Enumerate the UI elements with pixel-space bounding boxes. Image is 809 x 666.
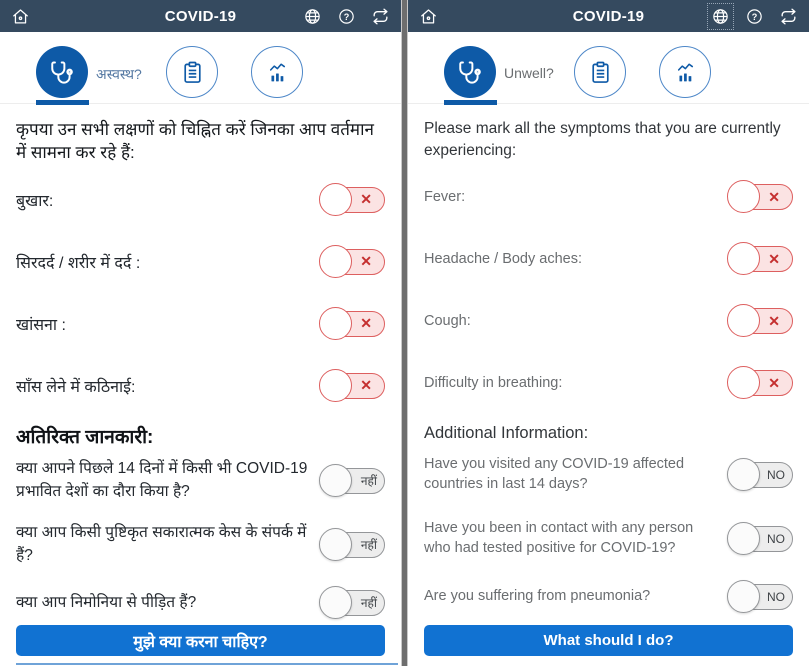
home-icon[interactable] (419, 7, 438, 26)
pneumonia-toggle[interactable] (319, 586, 385, 620)
tab-bar (408, 32, 809, 104)
toggle-x-mark: ✕ (768, 312, 780, 329)
clipboard-icon (588, 60, 613, 85)
symptom-label: साँस लेने में कठिनाई: (16, 378, 136, 396)
toggle-no-label: NO (767, 532, 785, 546)
toggle-knob (727, 522, 760, 555)
toggle-knob (727, 366, 760, 399)
contact-toggle[interactable] (727, 522, 793, 556)
tab-bar (0, 32, 401, 104)
headache-toggle[interactable] (319, 245, 385, 279)
toggle-knob (319, 464, 352, 497)
help-icon[interactable] (337, 7, 356, 26)
symptom-row-fever (16, 169, 385, 231)
toggle-x-mark: ✕ (360, 377, 372, 394)
toggle-x-mark: ✕ (768, 374, 780, 391)
question-row-contact (424, 507, 793, 571)
toggle-x-mark: ✕ (768, 250, 780, 267)
question-label: Have you visited any COVID-19 affected countries in last 14 days? (424, 456, 685, 492)
toggle-knob (319, 245, 352, 278)
toggle-no-label: नहीं (360, 474, 377, 489)
stethoscope-icon (49, 59, 75, 85)
toggle-knob (319, 307, 352, 340)
symptom-row-fever (424, 166, 793, 228)
symptom-label: Difficulty in breathing: (424, 375, 563, 391)
toggle-x-mark: ✕ (768, 188, 780, 205)
question-label: Have you been in contact with any person who had tested positive for COVID-19? (424, 520, 694, 556)
toggle-knob (727, 304, 760, 337)
toggle-x-mark: ✕ (360, 191, 372, 208)
globe-language-icon[interactable] (303, 7, 322, 26)
toggle-knob (319, 528, 352, 561)
toggle-knob (319, 183, 352, 216)
contact-toggle[interactable] (319, 528, 385, 562)
help-icon[interactable] (745, 7, 764, 26)
symptom-label: Cough: (424, 313, 471, 329)
symptom-row-breathing (16, 355, 385, 417)
active-tab-underline (36, 100, 89, 105)
travel-toggle[interactable] (727, 458, 793, 492)
fever-toggle[interactable] (727, 180, 793, 214)
cough-toggle[interactable] (319, 307, 385, 341)
toggle-no-label: नहीं (360, 596, 377, 611)
breathing-toggle[interactable] (319, 369, 385, 403)
tab-unwell-label: अस्वस्थ? (96, 66, 142, 82)
question-row-contact (16, 513, 385, 577)
tab-unwell[interactable] (36, 46, 88, 98)
tab-checklist[interactable] (574, 46, 626, 98)
toggle-knob (727, 458, 760, 491)
what-should-i-do-button[interactable]: What should I do? (424, 625, 793, 656)
toggle-knob (727, 580, 760, 613)
stethoscope-icon (457, 59, 483, 85)
tab-statistics[interactable] (251, 46, 303, 98)
symptom-row-cough (424, 290, 793, 352)
question-row-travel (16, 449, 385, 513)
symptom-label: खांसना : (16, 316, 66, 334)
symptom-row-headache (424, 228, 793, 290)
additional-info-heading: Additional Information: (424, 424, 589, 442)
active-tab-underline (444, 100, 497, 105)
symptom-form (408, 118, 809, 623)
sync-icon[interactable] (371, 7, 390, 26)
panel-hindi (0, 0, 401, 666)
window-divider (401, 0, 408, 666)
question-label: क्या आपने पिछले 14 दिनों में किसी भी COVID-19 प्रभावित देशों का दौरा किया है? (16, 460, 308, 500)
fever-toggle[interactable] (319, 183, 385, 217)
question-label: Are you suffering from pneumonia? (424, 588, 651, 605)
toggle-knob (319, 369, 352, 402)
tab-statistics[interactable] (659, 46, 711, 98)
symptom-label: Fever: (424, 189, 466, 205)
question-label: क्या आप किसी पुष्टिकृत सकारात्मक केस के संपर्क में हैं? (16, 524, 307, 564)
toggle-no-label: नहीं (360, 538, 377, 553)
symptoms-prompt: कृपया उन सभी लक्षणों को चिह्नित करें जिनका आप वर्तमान में सामना कर रहे हैं: (16, 120, 374, 163)
toggle-x-mark: ✕ (360, 315, 372, 332)
symptom-row-cough (16, 293, 385, 355)
toggle-x-mark: ✕ (360, 253, 372, 270)
app-header (408, 0, 809, 32)
toggle-no-label: NO (767, 590, 785, 604)
clipboard-icon (180, 60, 205, 85)
what-should-i-do-button[interactable]: मुझे क्या करना चाहिए? (16, 625, 385, 656)
globe-language-icon[interactable] (711, 7, 730, 26)
symptom-row-headache (16, 231, 385, 293)
app-title: COVID-19 (164, 7, 237, 25)
additional-info-heading: अतिरिक्त जानकारी: (16, 426, 154, 448)
panel-english (408, 0, 809, 666)
toggle-knob (727, 242, 760, 275)
app-header (0, 0, 401, 32)
symptom-label: Headache / Body aches: (424, 251, 582, 267)
question-row-pneumonia (424, 571, 793, 623)
tab-unwell-label: Unwell? (504, 65, 554, 81)
symptom-form (0, 118, 401, 629)
question-row-travel (424, 443, 793, 507)
symptom-label: सिरदर्द / शरीर में दर्द : (16, 254, 141, 272)
headache-toggle[interactable] (727, 242, 793, 276)
question-label: क्या आप निमोनिया से पीड़ित हैं? (16, 593, 197, 611)
symptom-label: बुखार: (16, 192, 54, 210)
symptom-row-breathing (424, 352, 793, 414)
bottom-edge-line (16, 663, 398, 665)
sync-icon[interactable] (779, 7, 798, 26)
tab-checklist[interactable] (166, 46, 218, 98)
chart-icon (265, 60, 290, 85)
toggle-knob (727, 180, 760, 213)
app-title: COVID-19 (572, 7, 645, 25)
chart-icon (673, 60, 698, 85)
home-icon[interactable] (11, 7, 30, 26)
tab-unwell[interactable] (444, 46, 496, 98)
question-row-pneumonia (16, 577, 385, 629)
travel-toggle[interactable] (319, 464, 385, 498)
symptoms-prompt: Please mark all the symptoms that you are currently experiencing: (424, 120, 781, 159)
breathing-toggle[interactable] (727, 366, 793, 400)
toggle-no-label: NO (767, 468, 785, 482)
toggle-knob (319, 586, 352, 619)
cough-toggle[interactable] (727, 304, 793, 338)
pneumonia-toggle[interactable] (727, 580, 793, 614)
